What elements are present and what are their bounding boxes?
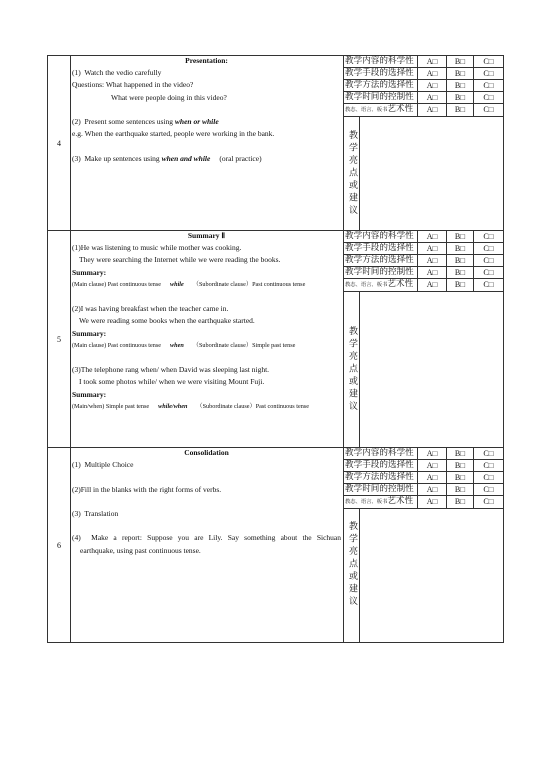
grade-b-option: B□ [447, 243, 474, 254]
grade-c-option: C□ [483, 268, 494, 277]
grade-a-option: A□ [418, 484, 447, 495]
grade-a-option: A□ [418, 460, 447, 471]
highlight-notes-area [360, 292, 503, 447]
grade-b-option: B□ [447, 484, 474, 495]
grade-c-option: C□ [483, 473, 494, 482]
line-text: （Subordinate clause）Simple past tense [192, 341, 296, 349]
criterion-label: 教学手段的选择性 [344, 68, 418, 79]
grade-c-option: C□ [483, 81, 494, 90]
criterion-label: 教学内容的科学性 [344, 56, 418, 67]
grade-c-option: C□ [483, 232, 494, 241]
content-line [72, 508, 341, 520]
grade-a-option: A□ [418, 255, 447, 266]
line-text: (2) Present some sentences using [72, 117, 175, 126]
grade-c-option: C□ [483, 105, 494, 114]
criterion-label: 教学手段的选择性 [344, 460, 418, 471]
content-line [72, 128, 341, 140]
line-text: earthquake, using past continuous tense. [80, 545, 201, 555]
line-text: Questions: What happened in the video? [72, 80, 194, 90]
step-content [71, 231, 344, 447]
step-content [71, 56, 344, 230]
content-line [72, 376, 341, 388]
criterion-row [344, 104, 503, 117]
content-line [72, 153, 341, 165]
grade-b-option: B□ [447, 104, 474, 116]
grade-a-option: A□ [418, 448, 447, 459]
grade-b-option: B□ [447, 231, 474, 242]
criterion-label [344, 104, 418, 116]
line-text: (Main clause) Past continuous tense [72, 280, 162, 288]
content-line [72, 545, 341, 557]
criterion-label: 教学手段的选择性 [344, 243, 418, 254]
content-line: (4) Make a report: Suppose you are Lily. Say something about the Sichuan [72, 533, 341, 543]
line-text: I took some photos while/ when we were visiting Mount Fuji. [79, 377, 265, 387]
grade-a-option: A□ [418, 231, 447, 242]
content-line [72, 79, 341, 91]
line-text: They were searching the Internet while we were reading the books. [79, 255, 281, 265]
criterion-label-prefix: 教态、语言、板书 [345, 107, 388, 113]
grade-c-option: C□ [483, 461, 494, 470]
grade-b-option: B□ [447, 80, 474, 91]
step-number: 6 [48, 448, 71, 642]
highlight-section [344, 509, 503, 642]
highlight-label-cell [344, 117, 360, 230]
grade-b-option: B□ [447, 255, 474, 266]
grade-a-option: A□ [418, 496, 447, 508]
step-number: 4 [48, 56, 71, 230]
keyword: while [170, 280, 184, 288]
grade-c-option: C□ [483, 280, 494, 289]
summary-label [72, 389, 341, 401]
criterion-row [344, 460, 503, 472]
line-text: What were people doing in this video? [111, 92, 227, 102]
line-text: (Main clause) Past continuous tense [72, 341, 162, 349]
content-line [72, 303, 341, 315]
summary-label [72, 267, 341, 279]
criterion-row [344, 496, 503, 509]
criterion-label: 教学内容的科学性 [344, 448, 418, 459]
criterion-row [344, 472, 503, 484]
content-line [72, 254, 341, 266]
criterion-label-main: 艺术性 [387, 279, 414, 289]
criterion-row [344, 279, 503, 292]
criterion-row [344, 56, 503, 68]
line-text: (2)I was having breakfast when the teacher came in. [72, 304, 229, 314]
grade-a-option: A□ [418, 267, 447, 278]
line-text: （Subordinate clause）Past continuous tense [196, 402, 309, 410]
criterion-label: 教学时间的控制性 [344, 484, 418, 495]
line-text: Summary: [72, 389, 107, 399]
criterion-row [344, 255, 503, 267]
grade-b-option: B□ [447, 460, 474, 471]
criterion-label-main: 艺术性 [387, 104, 414, 114]
content-line [72, 242, 341, 254]
grade-b-option: B□ [447, 472, 474, 483]
line-text: （Subordinate clause）Past continuous tense [192, 280, 306, 288]
section-title: Consolidation [184, 448, 229, 457]
grade-a-option: A□ [418, 104, 447, 116]
line-text: (1) Multiple Choice [72, 460, 134, 470]
highlight-notes-area [360, 117, 503, 230]
grade-c-option: C□ [483, 449, 494, 458]
highlight-section [344, 117, 503, 230]
line-text: (oral practice) [219, 153, 262, 163]
line-text: (1)He was listening to music while mother was cooking. [72, 243, 242, 253]
content-line [72, 92, 341, 104]
section-title: Presentation: [185, 56, 228, 65]
grammar-formula [72, 401, 341, 413]
criterion-label: 教学时间的控制性 [344, 267, 418, 278]
grade-a-option: A□ [418, 80, 447, 91]
grade-b-option: B□ [447, 279, 474, 291]
evaluation-panel [344, 56, 504, 230]
content-line [72, 67, 341, 79]
highlight-label: 教学亮点或建议 [347, 129, 357, 218]
line-text: (3) Make up sentences using [72, 153, 162, 163]
keyword: when or while [174, 117, 219, 126]
line-text: Summary: [72, 267, 107, 277]
criterion-label: 教学方法的选择性 [344, 472, 418, 483]
criterion-label [344, 496, 418, 508]
line-text: Summary: [72, 328, 107, 338]
grammar-formula [72, 340, 341, 352]
lesson-plan-table [47, 55, 504, 643]
criterion-row [344, 243, 503, 255]
criterion-label: 教学方法的选择性 [344, 255, 418, 266]
criterion-row [344, 267, 503, 279]
grade-b-option: B□ [447, 92, 474, 103]
grade-c-option: C□ [483, 93, 494, 102]
grade-b-option: B□ [447, 56, 474, 67]
grade-c-option: C□ [483, 497, 494, 506]
content-line [72, 315, 341, 327]
lesson-step-row [48, 231, 504, 448]
content-line [72, 459, 341, 471]
grade-c-option: C□ [483, 244, 494, 253]
criterion-label: 教学方法的选择性 [344, 80, 418, 91]
highlight-notes-area [360, 509, 503, 642]
criterion-label-prefix: 教态、语言、板书 [345, 282, 388, 288]
criterion-label: 教学内容的科学性 [344, 231, 418, 242]
content-line [72, 484, 341, 496]
grade-c-option: C□ [483, 485, 494, 494]
grade-c-option: C□ [483, 256, 494, 265]
keyword: while/when [158, 402, 188, 410]
criterion-row [344, 80, 503, 92]
criterion-row [344, 92, 503, 104]
grade-b-option: B□ [447, 68, 474, 79]
keyword: when and while [161, 153, 211, 163]
line-text: (Main/when) Simple past tense [72, 402, 150, 410]
criterion-label-main: 艺术性 [387, 496, 414, 506]
summary-label [72, 328, 341, 340]
criterion-row [344, 448, 503, 460]
line-text: (3)The telephone rang when/ when David was sleeping last night. [72, 365, 270, 375]
evaluation-panel [344, 231, 504, 447]
content-line [72, 364, 341, 376]
keyword: when [170, 341, 184, 349]
grade-a-option: A□ [418, 56, 447, 67]
grade-b-option: B□ [447, 496, 474, 508]
grade-c-option: C□ [483, 69, 494, 78]
line-text: (3) Translation [72, 508, 119, 518]
criterion-row [344, 484, 503, 496]
grade-b-option: B□ [447, 448, 474, 459]
grammar-formula [72, 279, 341, 291]
line-text: (2)Fill in the blanks with the right forms of verbs. [72, 484, 222, 494]
grade-a-option: A□ [418, 279, 447, 291]
grade-a-option: A□ [418, 92, 447, 103]
line-text: e.g. When the earthquake started, people were working in the bank. [72, 129, 275, 139]
lesson-step-row [48, 56, 504, 231]
criterion-row [344, 68, 503, 80]
grade-b-option: B□ [447, 267, 474, 278]
criterion-label-prefix: 教态、语言、板书 [345, 499, 388, 505]
criterion-label [344, 279, 418, 291]
grade-a-option: A□ [418, 472, 447, 483]
step-content [71, 448, 344, 642]
line-text: (1) Watch the vedio carefully [72, 68, 162, 78]
grade-c-option: C□ [483, 57, 494, 66]
highlight-section [344, 292, 503, 447]
section-title: Summary Ⅱ [187, 231, 226, 240]
highlight-label: 教学亮点或建议 [347, 325, 357, 414]
grade-a-option: A□ [418, 68, 447, 79]
grade-a-option: A□ [418, 243, 447, 254]
criterion-label: 教学时间的控制性 [344, 92, 418, 103]
highlight-label: 教学亮点或建议 [347, 520, 357, 609]
line-text: We were reading some books when the earthquake started. [79, 316, 255, 326]
highlight-label-cell [344, 292, 360, 447]
criterion-row [344, 231, 503, 243]
highlight-label-cell [344, 509, 360, 642]
content-line [72, 116, 341, 128]
evaluation-panel [344, 448, 504, 642]
lesson-step-row [48, 448, 504, 643]
step-number: 5 [48, 231, 71, 447]
